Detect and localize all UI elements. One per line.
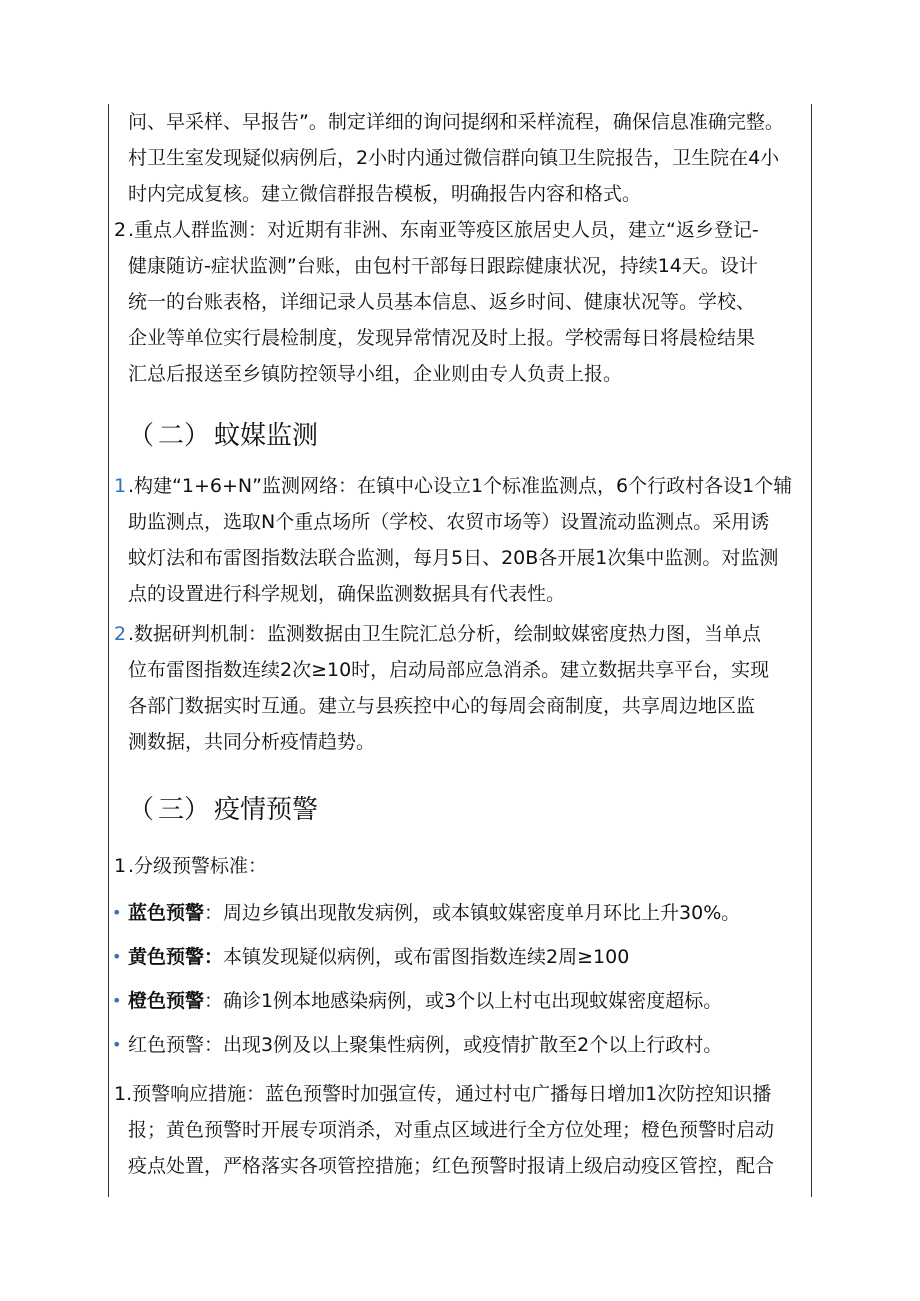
- text-line: 时内完成复核。建立微信群报告模板，明确报告内容和格式。: [128, 183, 642, 205]
- warning-level-blue: [108, 898, 811, 928]
- level-text: ：确诊1例本地感染病例，或3个以上村屯出现蚊媒密度超标。: [204, 990, 723, 1012]
- text-line: 健康随访-症状监测”台账，由包村干部每日跟踪健康状况，持续14天。设计: [128, 255, 758, 277]
- heading-paren: ）: [184, 795, 215, 825]
- item-number: 1: [114, 855, 127, 877]
- text-line: 测数据，共同分析疫情趋势。: [128, 731, 376, 753]
- warning-level-red: [108, 1030, 811, 1060]
- text-span: .分级预警标准：: [128, 855, 268, 877]
- bullet-icon: •: [112, 991, 122, 1010]
- text-line: 统一的台账表格，详细记录人员基本信息、返乡时间、健康状况等。学校、: [128, 291, 756, 313]
- text-line: 1.预警响应措施：蓝色预警时加强宣传，通过村屯广播每日增加1次防控知识播: [114, 1083, 772, 1105]
- intro-paragraph: [108, 100, 811, 212]
- heading-number: 二: [158, 421, 185, 451]
- level-label: 蓝色预警: [128, 902, 205, 924]
- level-text: ：周边乡镇出现散发病例，或本镇蚊媒密度单月环比上升30%。: [204, 902, 741, 924]
- text-line: 蚊灯法和布雷图指数法联合监测，每月5日、20B各开展1次集中监测。对监测: [128, 547, 779, 569]
- text-line: 位布雷图指数连续2次≥10时，启动局部应急消杀。建立数据共享平台，实现: [128, 659, 770, 681]
- bullet-icon: •: [112, 947, 122, 966]
- data-analysis-paragraph: [108, 616, 811, 760]
- section-heading-mosquito: [108, 416, 811, 456]
- key-population-paragraph: [108, 212, 811, 392]
- item-number: 1: [114, 475, 127, 497]
- heading-paren: （: [128, 421, 159, 451]
- level-text: ：出现3例及以上聚集性病例，或疫情扩散至2个以上行政村。: [204, 1034, 723, 1056]
- warning-standard-line: [108, 848, 811, 884]
- text-line: [108, 468, 811, 504]
- warning-level-orange: [108, 986, 811, 1016]
- text-line: 报；黄色预警时开展专项消杀，对重点区域进行全方位处理；橙色预警时启动: [128, 1119, 775, 1141]
- text-line: 疫点处置，严格落实各项管控措施；红色预警时报请上级启动疫区管控，配合: [128, 1155, 775, 1177]
- heading-title: 蚊媒监测: [214, 421, 319, 451]
- item-number: 2: [114, 219, 127, 241]
- bullet-icon: •: [112, 1035, 122, 1054]
- heading-title: 疫情预警: [214, 795, 319, 825]
- text-line: 汇总后报送至乡镇防控领导小组，企业则由专人负责上报。: [128, 363, 623, 385]
- text-line: 助监测点，选取N个重点场所（学校、农贸市场等）设置流动监测点。采用诱: [128, 511, 770, 533]
- text-line: 问、早采样、早报告”。制定详细的询问提纲和采样流程，确保信息准确完整。: [128, 111, 784, 133]
- level-label: 黄色预警：: [128, 946, 224, 968]
- text-span: .重点人群监测：对近期有非洲、东南亚等疫区旅居史人员，建立“返乡登记-: [128, 219, 759, 241]
- item-number: 2: [114, 623, 127, 645]
- heading-paren: ）: [184, 421, 215, 451]
- text-line: 各部门数据实时互通。建立与县疾控中心的每周会商制度，共享周边地区监: [128, 695, 756, 717]
- level-text: 本镇发现疑似病例，或布雷图指数连续2周≥100: [223, 946, 630, 968]
- heading-number: 三: [158, 795, 185, 825]
- warning-level-yellow: [108, 942, 811, 972]
- document-body: [108, 100, 811, 1184]
- response-measures-paragraph: [108, 1076, 811, 1184]
- text-line: [108, 212, 811, 248]
- heading-paren: （: [128, 795, 159, 825]
- text-span: .构建“1+6+N”监测网络：在镇中心设立1个标准监测点，6个行政村各设1个辅: [128, 475, 793, 497]
- mosquito-network-paragraph: [108, 468, 811, 612]
- text-line: 村卫生室发现疑似病例后，2小时内通过微信群向镇卫生院报告，卫生院在4小: [128, 147, 780, 169]
- table-border-right: [811, 104, 812, 1197]
- text-line: [108, 616, 811, 652]
- text-line: 企业等单位实行晨检制度，发现异常情况及时上报。学校需每日将晨检结果: [128, 327, 756, 349]
- bullet-icon: •: [112, 903, 122, 922]
- text-line: 点的设置进行科学规划，确保监测数据具有代表性。: [128, 583, 566, 605]
- level-label: 红色预警: [128, 1034, 205, 1056]
- text-span: .数据研判机制：监测数据由卫生院汇总分析，绘制蚊媒密度热力图，当单点: [128, 623, 762, 645]
- section-heading-warning: [108, 790, 811, 830]
- level-label: 橙色预警: [128, 990, 205, 1012]
